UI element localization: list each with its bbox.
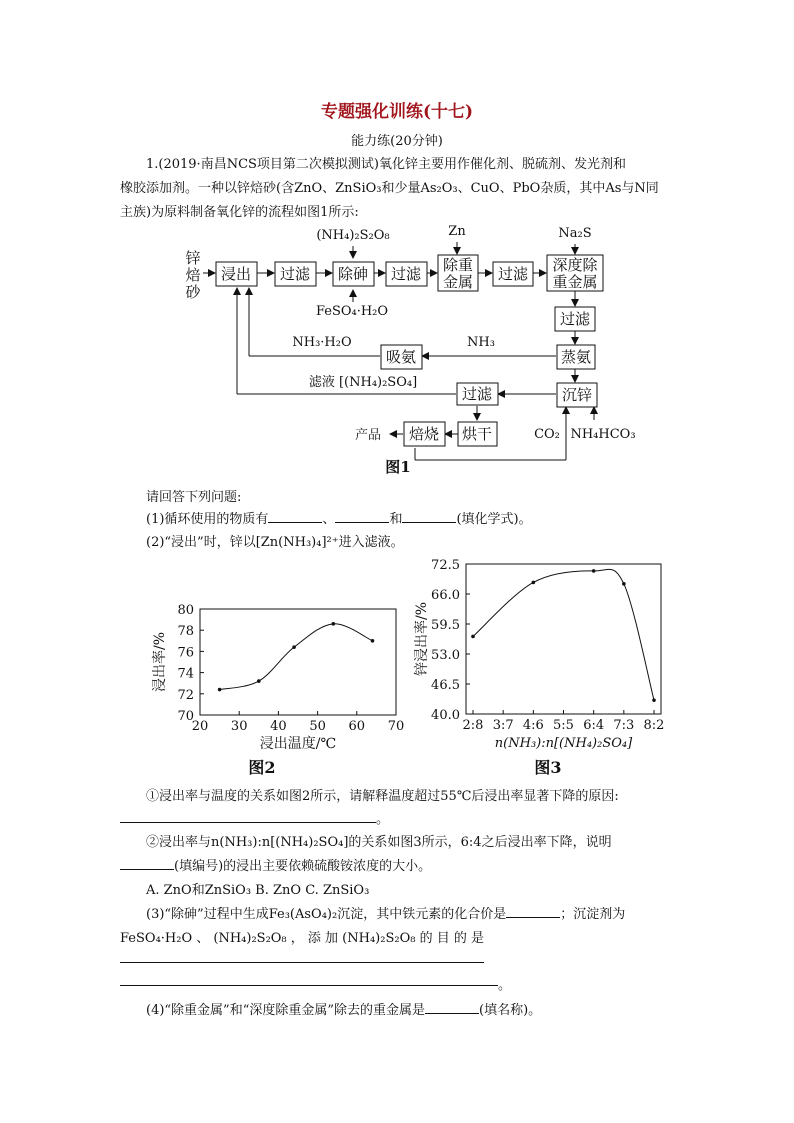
question-intro-text-1: (2019·南昌NCS项目第二次模拟测试)氧化锌主要用作催化剂、脱硫剂、发光剂和 xyxy=(158,157,626,172)
sub-question-2-options: A. ZnO和ZnSiO₃ B. ZnO C. ZnSiO₃ xyxy=(146,883,370,898)
data-point xyxy=(331,622,335,626)
data-point xyxy=(652,698,656,702)
persulfate-label: (NH₄)₂S₂O₈ xyxy=(316,228,390,243)
data-point xyxy=(257,679,261,683)
x-axis-label: n(NH₃):n[(NH₄)₂SO₄] xyxy=(494,736,633,751)
sodium-sulfide-label: Na₂S xyxy=(558,226,592,241)
figure-2-chart xyxy=(150,600,410,780)
question-intro-line-2: 橡胶添加剂。一种以锌焙砂(含ZnO、ZnSiO₃和少量As₂O₃、CuO、PbO杂质，其中As与N同 xyxy=(120,181,659,196)
sub-question-2-part-2-line-2 xyxy=(120,855,431,874)
y-tick-label: 78 xyxy=(177,624,194,640)
x-tick-label: 6:4 xyxy=(583,718,605,733)
steam-ammonia-label: 蒸氨 xyxy=(560,348,592,366)
sub-question-3-text-a: (3)“除砷”过程中生成Fe₃(AsO₄)₂沉淀，其中铁元素的化合价是 xyxy=(146,907,507,922)
sub-question-2-part-2-line-1: ②浸出率与n(NH₃):n[(NH₄)₂SO₄]的关系如图3所示，6:4之后浸出率下降，说明 xyxy=(146,835,612,850)
figure-3-caption: 图3 xyxy=(534,758,562,777)
sub-question-2-part-1-answer xyxy=(120,808,389,827)
filter-label-1: 过滤 xyxy=(279,265,311,283)
filtrate-label: 滤液 [(NH₄)₂SO₄] xyxy=(308,375,418,390)
answer-blank-1c[interactable] xyxy=(402,510,456,523)
figure-2-caption: 图2 xyxy=(248,758,276,777)
ferrous-sulfate-label: FeSO₄·H₂O xyxy=(315,304,389,319)
x-tick-label: 7:3 xyxy=(613,718,635,733)
sub-question-4-text-b: (填名称)。 xyxy=(479,1003,542,1018)
prompt-text: 请回答下列问题: xyxy=(146,490,242,505)
question-intro-line-3: 主族)为原料制备氧化锌的流程如图1所示: xyxy=(120,205,359,220)
sub-question-4 xyxy=(146,999,541,1018)
figure-3-chart xyxy=(410,555,675,780)
sub-question-1-sep-2: 和 xyxy=(389,512,403,527)
x-tick-label: 5:5 xyxy=(553,718,574,733)
sub-question-4-text-a: (4)“除重金属”和“深度除重金属”除去的重金属是 xyxy=(146,1003,425,1018)
deep-heavy-metal-label-1: 深度除 xyxy=(552,256,598,274)
y-tick-label: 53.0 xyxy=(431,648,460,663)
sub-question-3-line-1 xyxy=(146,903,625,922)
dry-label: 烘干 xyxy=(461,425,493,443)
question-intro-line-1 xyxy=(146,153,626,172)
filter-label-5: 过滤 xyxy=(461,385,493,403)
series-line xyxy=(473,569,654,700)
sub-question-1-text-a: (1)循环使用的物质有 xyxy=(146,512,269,527)
ammonia-water-label: NH₃·H₂O xyxy=(292,335,352,350)
answer-blank-3a[interactable] xyxy=(506,905,560,918)
x-tick-label: 4:6 xyxy=(522,718,544,733)
data-point xyxy=(218,688,222,692)
question-number: 1. xyxy=(146,157,159,172)
sub-question-2-part-1-end: 。 xyxy=(376,812,390,827)
answer-line-3b[interactable] xyxy=(120,962,484,963)
sub-question-3-text-b: ；沉淀剂为 xyxy=(560,907,626,922)
raw-material-char-2: 焙 xyxy=(185,266,201,284)
page-title: 专题强化训练(十七) xyxy=(320,102,474,122)
y-tick-label: 72 xyxy=(177,687,194,703)
data-point xyxy=(592,569,596,573)
answer-blank-2-2[interactable] xyxy=(120,857,174,870)
sub-question-2: (2)“浸出”时，锌以[Zn(NH₃)₄]²⁺进入滤液。 xyxy=(146,535,404,550)
sub-question-2-part-2-text: (填编号)的浸出主要依赖硫酸铵浓度的大小。 xyxy=(174,859,432,874)
y-tick-label: 40.0 xyxy=(431,708,460,723)
filter-label-4: 过滤 xyxy=(559,310,591,328)
ammonium-bicarbonate-label: NH₄HCO₃ xyxy=(570,427,636,442)
roast-label: 焙烧 xyxy=(408,425,440,443)
answer-blank-1a[interactable] xyxy=(268,510,322,523)
figure-1-caption: 图1 xyxy=(385,458,411,476)
zinc-reagent-label: Zn xyxy=(448,224,466,239)
x-tick-label: 20 xyxy=(191,719,209,734)
x-tick-label: 2:8 xyxy=(462,718,484,733)
y-tick-label: 46.5 xyxy=(431,678,460,693)
sub-question-3-end: 。 xyxy=(498,978,512,993)
leach-label: 浸出 xyxy=(220,265,252,283)
page-subtitle: 能力练(20分钟) xyxy=(351,134,443,149)
x-tick-label: 60 xyxy=(348,719,366,734)
x-tick-label: 30 xyxy=(230,719,248,734)
y-tick-label: 80 xyxy=(177,603,194,618)
y-tick-label: 59.5 xyxy=(431,618,460,633)
x-tick-label: 50 xyxy=(309,719,326,734)
data-point xyxy=(622,582,626,586)
data-point xyxy=(371,639,375,643)
x-tick-label: 3:7 xyxy=(492,718,514,733)
answer-line-3c[interactable] xyxy=(120,985,498,986)
sub-question-1-sep-1: 、 xyxy=(322,512,336,527)
y-axis-label: 锌浸出率/% xyxy=(414,601,430,677)
absorb-ammonia-label: 吸氨 xyxy=(385,348,417,366)
y-tick-label: 70 xyxy=(177,709,194,724)
y-tick-label: 72.5 xyxy=(431,558,460,573)
co2-label: CO₂ xyxy=(534,427,560,442)
product-label: 产品 xyxy=(354,428,382,443)
plot-frame xyxy=(200,609,396,715)
series-line xyxy=(220,624,373,690)
sub-question-2-part-1: ①浸出率与温度的关系如图2所示，请解释温度超过55℃后浸出率显著下降的原因: xyxy=(146,789,619,804)
ammonia-label: NH₃ xyxy=(467,335,495,350)
plot-frame xyxy=(466,564,661,714)
y-tick-label: 66.0 xyxy=(431,588,460,603)
data-point xyxy=(292,645,296,649)
sub-question-1-text-b: (填化学式)。 xyxy=(456,512,532,527)
dearsenic-label: 除砷 xyxy=(337,265,369,283)
x-tick-label: 70 xyxy=(387,719,405,734)
y-tick-label: 74 xyxy=(177,666,194,682)
y-axis-label: 浸出率/% xyxy=(152,631,168,693)
sub-question-3-line-2: FeSO₄·H₂O 、 (NH₄)₂S₂O₈ ， 添 加 (NH₄)₂S₂O₈ 的 目 的 是 xyxy=(120,931,484,946)
filter-label-3: 过滤 xyxy=(497,265,529,283)
data-point xyxy=(471,635,475,639)
filter-label-2: 过滤 xyxy=(390,265,422,283)
answer-blank-4[interactable] xyxy=(425,1001,479,1014)
answer-blank-2-1[interactable] xyxy=(120,810,376,823)
x-tick-label: 40 xyxy=(270,719,287,734)
answer-blank-1b[interactable] xyxy=(335,510,389,523)
deep-heavy-metal-label-2: 重金属 xyxy=(552,273,598,291)
x-axis-label: 浸出温度/℃ xyxy=(259,736,337,752)
data-point xyxy=(532,581,536,585)
sub-question-1 xyxy=(146,508,532,527)
raw-material-char-1: 锌 xyxy=(185,249,201,267)
heavy-metal-label-2: 金属 xyxy=(442,273,474,291)
heavy-metal-label-1: 除重 xyxy=(442,256,474,274)
x-tick-label: 8:2 xyxy=(643,718,665,733)
flow-diagram xyxy=(0,215,794,480)
y-tick-label: 76 xyxy=(177,645,194,661)
raw-material-char-3: 砂 xyxy=(185,283,201,301)
precipitate-zinc-label: 沉锌 xyxy=(561,386,593,404)
